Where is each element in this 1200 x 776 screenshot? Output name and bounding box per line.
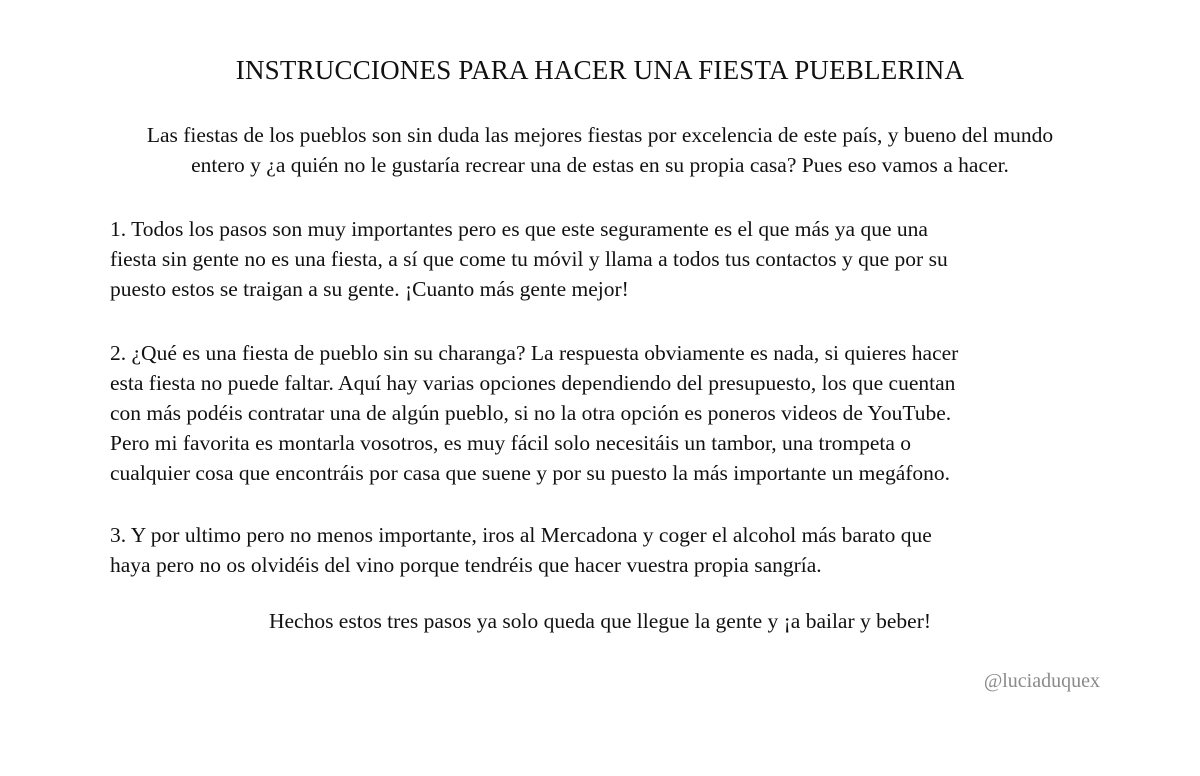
- step-3-paragraph: [110, 520, 1140, 580]
- step-line: fiesta sin gente no es una fiesta, a sí que come tu móvil y llama a todos tus contactos y que por su: [110, 247, 948, 271]
- step-line: 3. Y por ultimo pero no menos importante, iros al Mercadona y coger el alcohol más barato que: [110, 523, 932, 547]
- step-line: con más podéis contratar una de algún pueblo, si no la otra opción es poneros videos de YouTube.: [110, 401, 952, 425]
- step-line: puesto estos se traigan a su gente. ¡Cuanto más gente mejor!: [110, 277, 629, 301]
- author-handle: @luciaduquex: [983, 670, 1100, 692]
- step-line: esta fiesta no puede faltar. Aquí hay varias opciones dependiendo del presupuesto, los que cuentan: [110, 371, 956, 395]
- intro-line: Las fiestas de los pueblos son sin duda las mejores fiestas por excelencia de este país, y bueno del mundo: [146, 123, 1054, 147]
- step-2-paragraph: [110, 338, 1140, 488]
- step-1-paragraph: [110, 214, 1140, 304]
- closing-paragraph: Hechos estos tres pasos ya solo queda que llegue la gente y ¡a bailar y beber!: [268, 609, 932, 633]
- step-line: 1. Todos los pasos son muy importantes pero es que este seguramente es el que más ya que una: [110, 217, 928, 241]
- step-line: Pero mi favorita es montarla vosotros, es muy fácil solo necesitáis un tambor, una trompeta o: [110, 431, 912, 455]
- intro-line: entero y ¿a quién no le gustaría recrear una de estas en su propia casa? Pues eso vamos a hacer.: [191, 153, 1009, 177]
- step-line: haya pero no os olvidéis del vino porque tendréis que hacer vuestra propia sangría.: [110, 553, 822, 577]
- intro-paragraph: [40, 120, 1160, 180]
- step-line: 2. ¿Qué es una fiesta de pueblo sin su charanga? La respuesta obviamente es nada, si quieres hacer: [110, 341, 959, 365]
- document-title: INSTRUCCIONES PARA HACER UNA FIESTA PUEBLERINA: [235, 55, 965, 85]
- step-line: cualquier cosa que encontráis por casa que suene y por su puesto la más importante un megáfono.: [110, 461, 951, 485]
